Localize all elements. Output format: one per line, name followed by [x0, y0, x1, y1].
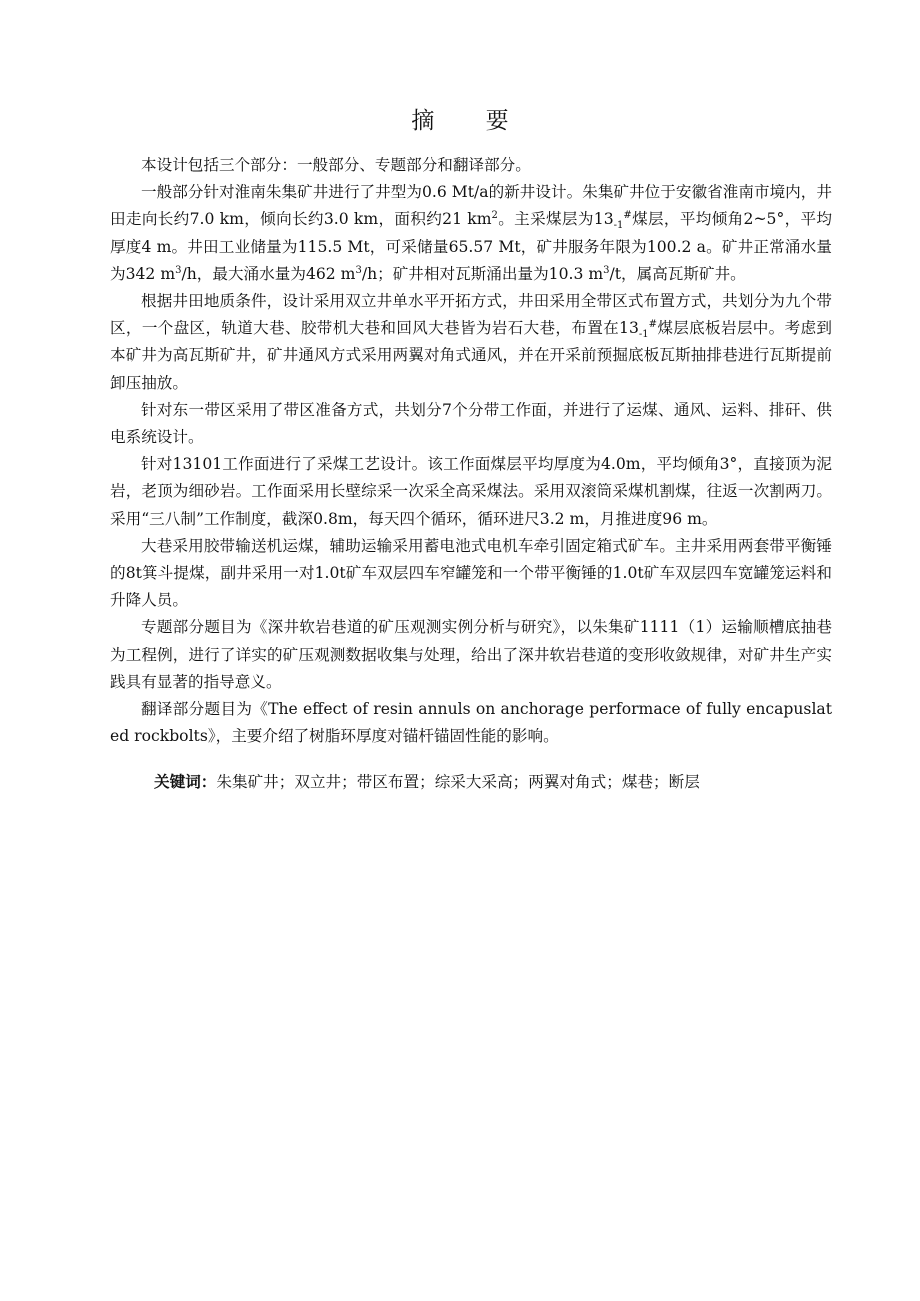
text-run: /t，属高瓦斯矿井。: [609, 264, 746, 283]
text-run: /h；矿井相对瓦斯涌出量为10.3 m: [361, 264, 604, 283]
text-run: 一般部分针对淮南朱集矿井进行了井型为0.6 Mt/a的新井设计。朱集矿井位于安徽省淮南市境内，井田走向长约7.0 km，倾向长约3.0 km，面积约21 km: [110, 183, 832, 229]
superscript: 3: [603, 264, 610, 276]
text-run: 煤层底板岩层中。考虑到本矿井为高瓦斯矿井，矿井通风方式采用两翼对角式通风，并在开采前预掘底板瓦斯抽排巷进行瓦斯提前卸压抽放。: [110, 319, 832, 392]
superscript: #: [648, 319, 658, 331]
subscript: -1: [638, 329, 649, 341]
paragraph-translation: 翻译部分题目为《The effect of resin annuls on anchorage performace of fully encapuslated rockbolts》，主要介绍了树脂环厚度对锚杆锚固性能的影响。: [110, 700, 832, 746]
keywords: [110, 768, 832, 796]
text-run: 根据井田地质条件，设计采用双立井单水平开拓方式，井田采用全带区式布置方式，共划分为九个带区，一个盘区，轨道大巷、胶带机大巷和回风大巷皆为岩石大巷，布置在13: [110, 292, 832, 338]
text-run: 。主采煤层为13: [497, 210, 614, 229]
abstract-body: [110, 152, 832, 796]
keywords-label: 关键词：: [154, 772, 217, 792]
paragraph-special-topic: 专题部分题目为《深井软岩巷道的矿压观测实例分析与研究》，以朱集矿1111（1）运输顺槽底抽巷为工程例，进行了详实的矿压观测数据收集与处理，给出了深井软岩巷道的变形收敛规律，对矿井生产实践具有显著的指导意义。: [110, 618, 832, 691]
subscript: -1: [613, 220, 624, 232]
text-run: 煤层，平均倾角2~5°，平均厚度4 m。井田工业储量为115.5 Mt，可采储量65.57 Mt，矿井服务年限为100.2 a。矿井正常涌水量为342 m: [110, 210, 832, 283]
paragraph-mining-technology: 针对13101工作面进行了采煤工艺设计。该工作面煤层平均厚度为4.0m，平均倾角3°，直接顶为泥岩，老顶为细砂岩。工作面采用长壁综采一次采全高采煤法。采用双滚筒采煤机割煤，往返一次割两刀。采用“三八制”工作制度，截深0.8m，每天四个循环，循环进尺3.2 m，月推进度96 m。: [110, 455, 832, 528]
abstract-title: 摘 要: [411, 108, 531, 134]
paragraph-panel-preparation: 针对东一带区采用了带区准备方式，共划分7个分带工作面，并进行了运煤、通风、运料、排矸、供电系统设计。: [110, 400, 832, 447]
superscript: #: [623, 210, 632, 222]
keywords-text: 朱集矿井；双立井；带区布置；综采大采高；两翼对角式；煤巷；断层: [216, 773, 700, 792]
paragraph-scope: 本设计包括三个部分：一般部分、专题部分和翻译部分。: [141, 156, 531, 174]
superscript: 2: [491, 210, 498, 222]
superscript: 3: [175, 264, 182, 276]
superscript: 3: [355, 264, 362, 276]
paragraph-general-design: [110, 179, 832, 288]
paragraph-development-layout: [110, 288, 832, 397]
paragraph-transport-hoisting: 大巷采用胶带输送机运煤，辅助运输采用蓄电池式电机车牵引固定箱式矿车。主井采用两套带平衡锤的8t箕斗提煤，副井采用一对1.0t矿车双层四车窄罐笼和一个带平衡锤的1.0t矿车双层四车宽罐笼运料和升降人员。: [110, 536, 832, 610]
text-run: /h，最大涌水量为462 m: [181, 264, 356, 283]
